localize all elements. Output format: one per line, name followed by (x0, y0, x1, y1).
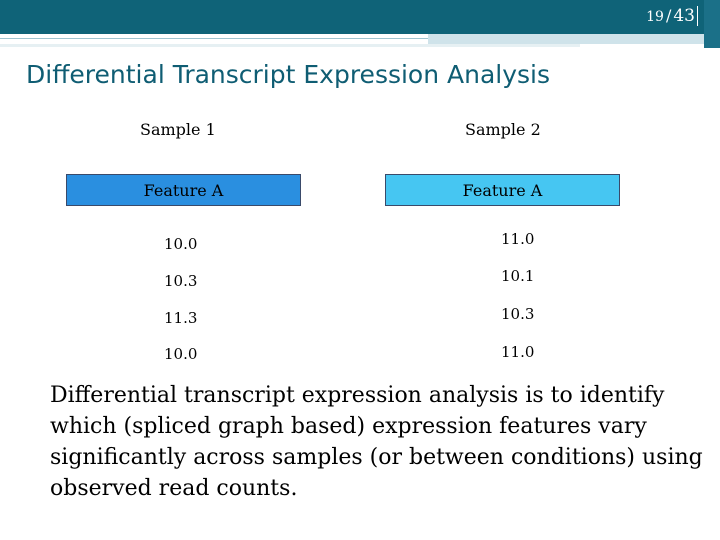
sample-2-value: 10.1 (501, 267, 535, 285)
sample-2-value: 11.0 (501, 230, 535, 248)
page-current: 19 (646, 9, 664, 25)
slide-title: Differential Transcript Expression Analysis (26, 60, 551, 89)
page-total: 43 (673, 6, 698, 26)
sample-1-value: 11.3 (164, 309, 198, 327)
page-number (646, 6, 698, 26)
sample-1-feature-box: Feature A (66, 174, 301, 206)
description-text: Differential transcript expression analysis is to identify which (spliced graph based) expression features vary significantly across samples (or between conditions) using observed read counts. (50, 383, 703, 501)
sample-1-value: 10.0 (164, 235, 198, 253)
decorative-band (0, 44, 580, 47)
sample-2-header: Sample 2 (465, 120, 541, 139)
sample-2-value: 10.3 (501, 305, 535, 323)
decorative-band (704, 0, 720, 48)
page-separator: / (665, 6, 672, 25)
decorative-band (428, 34, 720, 44)
sample-2-value: 11.0 (501, 343, 535, 361)
top-banner (0, 0, 720, 34)
sample-1-value: 10.3 (164, 272, 198, 290)
sample-1-header: Sample 1 (140, 120, 216, 139)
sample-1-value: 10.0 (164, 345, 198, 363)
sample-2-feature-box: Feature A (385, 174, 620, 206)
